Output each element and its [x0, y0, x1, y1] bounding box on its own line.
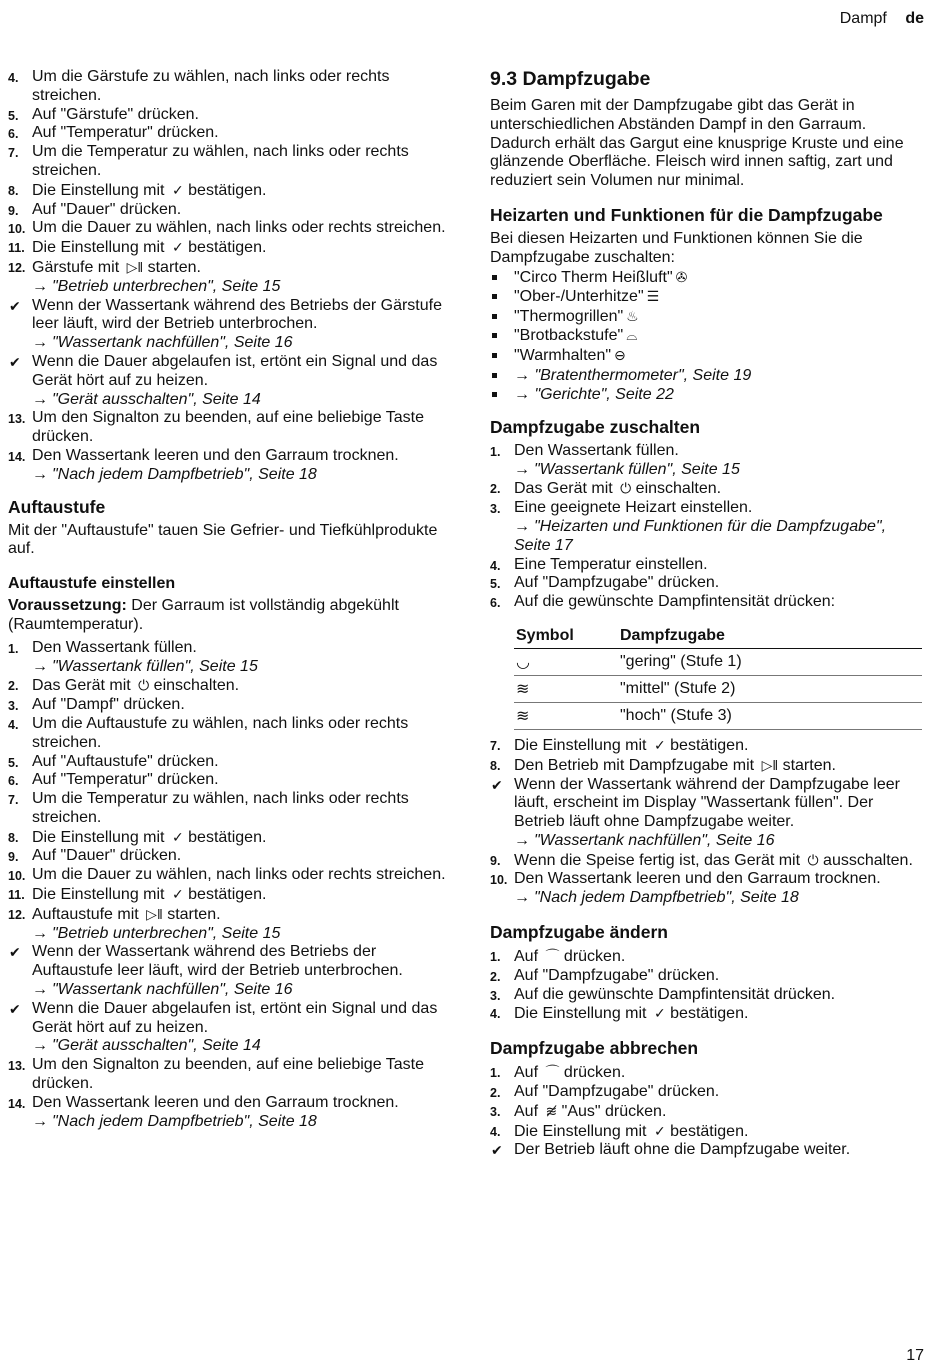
- steam-level-icon: ≋: [514, 675, 618, 702]
- step-item: [490, 442, 924, 480]
- result-item: [8, 1000, 446, 1056]
- step-number: 2.: [490, 1086, 501, 1101]
- check-icon: ✔: [9, 944, 21, 961]
- step-number: 7.: [8, 146, 19, 161]
- result-item: [8, 353, 446, 409]
- step-text: Wenn die Dauer abgelaufen ist, ertönt ein Signal und das Gerät hört auf zu heizen.: [32, 999, 438, 1036]
- step-number: 4.: [8, 71, 19, 85]
- step-number: 1.: [490, 1066, 501, 1081]
- reference-text: "Wassertank füllen", Seite 15: [534, 460, 740, 478]
- step-text: Auf: [514, 1064, 539, 1082]
- step-item: [8, 771, 446, 790]
- step-text: Eine Temperatur einstellen.: [514, 555, 708, 573]
- reference-text: "Gerät ausschalten", Seite 14: [52, 390, 261, 408]
- step-text: drücken.: [563, 948, 626, 966]
- cross-reference: [514, 889, 924, 908]
- reference-text: "Betrieb unterbrechen", Seite 15: [52, 924, 281, 942]
- step-text: bestätigen.: [670, 1005, 749, 1023]
- table-row: [514, 675, 922, 702]
- dampfzugabe-heading: 9.3 Dampfzugabe: [490, 68, 651, 90]
- step-text: Um die Dauer zu wählen, nach links oder rechts streichen.: [32, 219, 446, 237]
- step-number: 10.: [8, 869, 26, 884]
- steam-level-label: "mittel" (Stufe 2): [618, 675, 922, 702]
- cross-reference: [514, 518, 924, 556]
- step-item: [8, 447, 446, 485]
- step-text: Wenn der Wassertank während des Betriebs der Gärstufe leer läuft, wird der Betrieb unterbrochen.: [32, 296, 442, 333]
- step-text: Die Einstellung mit: [32, 181, 165, 199]
- step-number: 6.: [8, 127, 19, 142]
- button-icon: ✓: [653, 736, 666, 753]
- reference-text: "Wassertank nachfüllen", Seite 16: [52, 981, 293, 999]
- cross-reference: [32, 658, 446, 677]
- button-icon: ▷‖: [761, 756, 779, 773]
- step-text: Auf "Dauer" drücken.: [32, 847, 182, 865]
- bullet-square: [492, 392, 497, 397]
- step-text: Wenn der Wassertank während der Dampfzugabe leer läuft, erscheint im Display "Wassertank füllen". Der Betrieb läuft ohne Dampfzugabe weiter.: [514, 775, 900, 831]
- aendern-steps: [490, 947, 924, 1024]
- step-number: 1.: [490, 950, 501, 965]
- heating-mode-icon: ⌓: [626, 327, 638, 344]
- cross-reference: [514, 367, 751, 384]
- heizarten-intro: Bei diesen Heizarten und Funktionen können Sie die Dampfzugabe zuschalten:: [490, 229, 863, 266]
- step-text: Eine geeignete Heizart einstellen.: [514, 499, 753, 517]
- arrow-icon: →: [32, 334, 48, 352]
- check-icon: ✔: [491, 1142, 503, 1159]
- step-text: Wenn der Wassertank während des Betriebs der Auftaustufe leer läuft, wird der Betrieb unterbrochen.: [32, 943, 403, 980]
- cross-reference: [32, 466, 446, 485]
- cross-reference: [32, 391, 446, 410]
- step-text: Auf "Dauer" drücken.: [32, 200, 182, 218]
- step-text: Den Betrieb mit Dampfzugabe mit: [514, 756, 755, 774]
- arrow-icon: →: [32, 657, 48, 675]
- step-number: 4.: [490, 1007, 501, 1022]
- step-item: [8, 409, 446, 447]
- check-icon: ✔: [9, 1000, 21, 1017]
- step-text: Gärstufe mit: [32, 258, 120, 276]
- step-text: Um die Gärstufe zu wählen, nach links oder rechts streichen.: [32, 68, 390, 104]
- step-text: starten.: [147, 258, 201, 276]
- step-text: Die Einstellung mit: [32, 239, 165, 257]
- step-item: [490, 870, 924, 908]
- button-icon: ✓: [171, 828, 184, 845]
- reference-text: "Nach jedem Dampfbetrieb", Seite 18: [52, 1112, 317, 1130]
- arrow-icon: →: [514, 831, 530, 849]
- step-item: [8, 715, 446, 753]
- step-number: 8.: [490, 758, 501, 773]
- step-number: 3.: [8, 699, 19, 714]
- step-text: Den Wassertank leeren und den Garraum trocknen.: [514, 870, 881, 888]
- button-icon: ✓: [653, 1005, 666, 1022]
- heating-mode-icon: ☰: [646, 288, 660, 305]
- step-number: 6.: [490, 596, 501, 611]
- arrow-icon: →: [514, 460, 530, 478]
- table-row: [514, 648, 922, 675]
- step-item: [490, 851, 924, 871]
- bullet-square: [492, 275, 497, 280]
- step-text: Die Einstellung mit: [514, 1122, 647, 1140]
- arrow-icon: →: [32, 390, 48, 408]
- heating-mode-icon: ♨: [626, 307, 639, 324]
- intensity-table: [514, 624, 922, 730]
- step-text: bestätigen.: [188, 181, 267, 199]
- bullet-item: [490, 385, 924, 405]
- step-number: 4.: [8, 717, 19, 732]
- reference-text: "Heizarten und Funktionen für die Dampfzugabe", Seite 17: [514, 517, 887, 554]
- reference-text: "Wassertank nachfüllen", Seite 16: [534, 831, 775, 849]
- bullet-item: [490, 346, 924, 366]
- step-item: [8, 905, 446, 944]
- cross-reference: [32, 1037, 446, 1056]
- button-icon: ✓: [171, 181, 184, 198]
- step-text: Auf die gewünschte Dampfintensität drücken.: [514, 985, 836, 1003]
- bullet-item: [490, 287, 924, 307]
- step-text: Die Einstellung mit: [32, 886, 165, 904]
- step-number: 10.: [8, 222, 26, 237]
- aendern-heading: Dampfzugabe ändern: [490, 922, 668, 943]
- step-text: Auf "Dampfzugabe" drücken.: [514, 574, 720, 592]
- prerequisite: [8, 597, 446, 635]
- zuschalten-heading: Dampfzugabe zuschalten: [490, 416, 701, 437]
- step-text: Um den Signalton zu beenden, auf eine beliebige Taste drücken.: [32, 1056, 424, 1093]
- step-text: Das Gerät mit: [514, 480, 613, 498]
- table-header-dampfzugabe: Dampfzugabe: [618, 624, 922, 649]
- step-item: [8, 696, 446, 715]
- step-text: Den Wassertank füllen.: [32, 638, 197, 656]
- step-item: [490, 756, 924, 776]
- step-item: [8, 1056, 446, 1094]
- arrow-icon: →: [514, 889, 530, 907]
- reference-text: "Nach jedem Dampfbetrieb", Seite 18: [534, 889, 799, 907]
- step-number: 3.: [490, 502, 501, 517]
- prerequisite-text: Der Garraum ist vollständig abgekühlt (Raumtemperatur).: [8, 597, 399, 633]
- steam-level-label: "gering" (Stufe 1): [618, 648, 922, 675]
- step-item: [8, 106, 446, 125]
- cross-reference: [514, 832, 924, 851]
- button-icon: ✓: [171, 239, 184, 256]
- step-number: 5.: [8, 108, 19, 123]
- step-item: [490, 1004, 924, 1024]
- heizarten-heading: Heizarten und Funktionen für die Dampfzugabe: [490, 204, 883, 225]
- step-number: 9.: [490, 853, 501, 868]
- page-number: 17: [906, 1347, 924, 1364]
- zuschalten-steps-cont: [490, 736, 924, 908]
- step-number: 12.: [8, 260, 26, 275]
- arrow-icon: →: [32, 465, 48, 483]
- step-number: 7.: [490, 738, 501, 753]
- reference-text: "Nach jedem Dampfbetrieb", Seite 18: [52, 465, 317, 483]
- bullet-item: [490, 366, 924, 386]
- step-item: [490, 479, 924, 499]
- page-header: [840, 10, 924, 28]
- step-item: [8, 828, 446, 848]
- language-code: de: [905, 10, 924, 27]
- step-item: [490, 986, 924, 1005]
- cross-reference: [514, 461, 924, 480]
- step-number: 3.: [490, 1104, 501, 1119]
- step-text: ausschalten.: [823, 851, 913, 869]
- step-number: 12.: [8, 907, 26, 922]
- heating-mode-icon: ✇: [675, 268, 688, 285]
- button-icon: ⏻: [138, 677, 150, 694]
- step-item: [8, 258, 446, 297]
- zuschalten-steps: [490, 442, 924, 612]
- arrow-icon: →: [32, 1037, 48, 1055]
- step-text: Um die Temperatur zu wählen, nach links oder rechts streichen.: [32, 790, 409, 826]
- table-row: [514, 702, 922, 729]
- cross-reference: [32, 981, 446, 1000]
- arrow-icon: →: [32, 924, 48, 942]
- result-item: [8, 297, 446, 353]
- step-text: drücken.: [563, 1064, 626, 1082]
- arrow-icon: →: [32, 981, 48, 999]
- step-text: Auf "Gärstufe" drücken.: [32, 105, 199, 123]
- step-text: Den Wassertank leeren und den Garraum trocknen.: [32, 1093, 399, 1111]
- gaerstufe-steps: [8, 68, 446, 485]
- step-text: Um den Signalton zu beenden, auf eine beliebige Taste drücken.: [32, 409, 424, 446]
- dampfzugabe-intro: Beim Garen mit der Dampfzugabe gibt das Gerät in unterschiedlichen Abständen Dampf in den Garraum. Dadurch erhält das Gargut eine knusprige Kruste und eine glänzende Oberfläche. Fleisch wird innen saftig, zart und reduziert sein Volumen nur minimal.: [490, 97, 904, 190]
- step-text: Um die Dauer zu wählen, nach links oder rechts streichen.: [32, 866, 446, 884]
- step-text: bestätigen.: [188, 886, 267, 904]
- step-text: einschalten.: [635, 480, 722, 498]
- step-number: 5.: [490, 577, 501, 592]
- step-item: [8, 68, 446, 106]
- bullet-item: [490, 326, 924, 346]
- bullet-square: [492, 333, 497, 338]
- step-text: starten.: [782, 756, 836, 774]
- cross-reference: [514, 386, 674, 403]
- button-icon: ⌒: [545, 1064, 560, 1081]
- step-text: Auf: [514, 948, 539, 966]
- step-number: 11.: [8, 888, 25, 903]
- cross-reference: [32, 278, 446, 297]
- step-text: Der Betrieb läuft ohne die Dampfzugabe weiter.: [514, 1141, 851, 1159]
- button-icon: ✓: [171, 886, 184, 903]
- step-text: Um die Auftaustufe zu wählen, nach links oder rechts streichen.: [32, 714, 409, 751]
- reference-text: "Gerät ausschalten", Seite 14: [52, 1037, 261, 1055]
- step-item: [490, 1102, 924, 1122]
- step-item: [8, 885, 446, 905]
- step-text: Auf "Dampfzugabe" drücken.: [514, 966, 720, 984]
- result-item: [490, 1141, 924, 1160]
- step-text: Auf "Temperatur" drücken.: [32, 771, 219, 789]
- step-item: [490, 556, 924, 575]
- table-header-symbol: Symbol: [514, 624, 618, 649]
- step-number: 1.: [8, 641, 19, 656]
- step-text: Wenn die Speise fertig ist, das Gerät mit: [514, 851, 801, 869]
- reference-text: "Betrieb unterbrechen", Seite 15: [52, 277, 281, 295]
- heating-mode-name: "Circo Therm Heißluft": [514, 268, 673, 286]
- arrow-icon: →: [514, 517, 530, 535]
- left-column: [8, 68, 446, 1131]
- abbrechen-heading: Dampfzugabe abbrechen: [490, 1038, 699, 1059]
- steam-level-label: "hoch" (Stufe 3): [618, 702, 922, 729]
- arrow-icon: →: [514, 366, 535, 384]
- right-column: [490, 68, 924, 1160]
- step-item: [8, 238, 446, 258]
- step-number: 9.: [8, 203, 19, 218]
- heating-mode-name: "Warmhalten": [514, 346, 612, 364]
- step-text: Die Einstellung mit: [32, 828, 165, 846]
- step-text: Auf "Auftaustufe" drücken.: [32, 752, 219, 770]
- cross-reference: [32, 925, 446, 944]
- auftaustufe-intro: Mit der "Auftaustufe" tauen Sie Gefrier- und Tiefkühlprodukte auf.: [8, 521, 438, 558]
- step-number: 11.: [8, 241, 25, 256]
- bullet-item: [490, 268, 924, 288]
- step-item: [490, 1063, 924, 1083]
- step-number: 13.: [8, 1059, 26, 1074]
- step-item: [8, 676, 446, 696]
- step-item: [8, 753, 446, 772]
- arrow-icon: →: [32, 277, 48, 295]
- step-item: [8, 201, 446, 220]
- step-item: [8, 639, 446, 677]
- step-text: bestätigen.: [188, 239, 267, 257]
- step-text: bestätigen.: [670, 1122, 749, 1140]
- result-item: [490, 776, 924, 851]
- step-item: [490, 967, 924, 986]
- abbrechen-steps: [490, 1063, 924, 1160]
- cross-reference: [32, 1113, 446, 1132]
- step-text: Auf "Temperatur" drücken.: [32, 124, 219, 142]
- step-item: [490, 593, 924, 612]
- step-item: [8, 143, 446, 181]
- steam-level-icon: ◡: [514, 648, 618, 675]
- button-icon: ⌒: [545, 948, 560, 965]
- step-text: Auf "Dampfzugabe" drücken.: [514, 1083, 720, 1101]
- step-item: [490, 1083, 924, 1102]
- check-icon: ✔: [9, 297, 21, 314]
- step-item: [490, 1122, 924, 1142]
- step-number: 8.: [8, 830, 19, 845]
- step-item: [8, 181, 446, 201]
- step-item: [490, 947, 924, 967]
- step-text: Auf: [514, 1102, 539, 1120]
- step-number: 7.: [8, 793, 19, 808]
- step-text: Auftaustufe mit: [32, 905, 139, 923]
- step-text: bestätigen.: [188, 828, 267, 846]
- button-icon: ▷‖: [146, 905, 163, 922]
- reference-text: "Bratenthermometer", Seite 19: [534, 366, 752, 384]
- step-item: [8, 790, 446, 828]
- reference-text: "Wassertank füllen", Seite 15: [52, 657, 258, 675]
- bullet-square: [492, 294, 497, 299]
- result-item: [8, 943, 446, 999]
- step-text: Um die Temperatur zu wählen, nach links oder rechts streichen.: [32, 143, 409, 179]
- prerequisite-label: Voraussetzung:: [8, 597, 127, 615]
- step-number: 4.: [490, 558, 501, 573]
- step-item: [490, 736, 924, 756]
- steam-level-icon: ≋: [514, 702, 618, 729]
- arrow-icon: →: [514, 386, 535, 404]
- step-text: bestätigen.: [670, 736, 749, 754]
- step-text: starten.: [167, 905, 221, 923]
- heizarten-list: [490, 268, 924, 405]
- button-icon: ⏻: [620, 480, 632, 497]
- reference-text: "Wassertank nachfüllen", Seite 16: [52, 334, 293, 352]
- step-number: 13.: [8, 412, 26, 427]
- check-icon: ✔: [9, 353, 21, 370]
- heating-mode-name: "Ober-/Unterhitze": [514, 288, 644, 306]
- auftaustufe-heading: Auftaustufe: [8, 496, 106, 517]
- button-icon: ✓: [653, 1122, 666, 1139]
- step-number: 2.: [490, 482, 501, 497]
- button-icon: ≋̸: [545, 1102, 558, 1119]
- button-icon: ⏻: [807, 851, 819, 868]
- step-item: [490, 574, 924, 593]
- bullet-square: [492, 314, 497, 319]
- bullet-square: [492, 373, 497, 378]
- step-number: 6.: [8, 774, 19, 789]
- step-text: Auf "Dampf" drücken.: [32, 696, 185, 714]
- step-item: [8, 219, 446, 238]
- step-item: [8, 847, 446, 866]
- bullet-item: [490, 307, 924, 327]
- step-number: 2.: [8, 679, 19, 694]
- step-number: 4.: [490, 1124, 501, 1139]
- step-number: 10.: [490, 873, 508, 888]
- bullet-square: [492, 353, 497, 358]
- step-text: Auf die gewünschte Dampfintensität drücken:: [514, 593, 836, 611]
- step-item: [8, 124, 446, 143]
- step-number: 14.: [8, 449, 26, 464]
- step-number: 5.: [8, 755, 19, 770]
- heating-mode-icon: ⊖: [614, 346, 626, 363]
- step-text: einschalten.: [153, 677, 240, 695]
- step-text: Die Einstellung mit: [514, 1005, 647, 1023]
- button-icon: ▷‖: [126, 258, 144, 275]
- heating-mode-name: "Thermogrillen": [514, 307, 624, 325]
- step-item: [8, 1094, 446, 1132]
- step-text: "Aus" drücken.: [561, 1102, 667, 1120]
- step-number: 3.: [490, 988, 501, 1003]
- heating-mode-name: "Brotbackstufe": [514, 327, 624, 345]
- check-icon: ✔: [491, 776, 503, 793]
- step-item: [8, 866, 446, 885]
- auftaustufe-einstellen-heading: Auftaustufe einstellen: [8, 575, 176, 593]
- step-number: 2.: [490, 969, 501, 984]
- step-text: Den Wassertank leeren und den Garraum trocknen.: [32, 446, 399, 464]
- reference-text: "Gerichte", Seite 22: [534, 386, 674, 404]
- cross-reference: [32, 334, 446, 353]
- section-title: Dampf: [839, 10, 887, 27]
- step-number: 14.: [8, 1096, 26, 1111]
- step-number: 8.: [8, 183, 19, 198]
- step-text: Die Einstellung mit: [514, 736, 647, 754]
- auftaustufe-steps: [8, 639, 446, 1132]
- step-text: Den Wassertank füllen.: [514, 441, 679, 459]
- arrow-icon: →: [32, 1112, 48, 1130]
- step-text: Wenn die Dauer abgelaufen ist, ertönt ein Signal und das Gerät hört auf zu heizen.: [32, 352, 438, 389]
- step-number: 1.: [490, 444, 501, 459]
- step-number: 9.: [8, 850, 19, 865]
- step-item: [490, 499, 924, 555]
- step-text: Das Gerät mit: [32, 677, 131, 695]
